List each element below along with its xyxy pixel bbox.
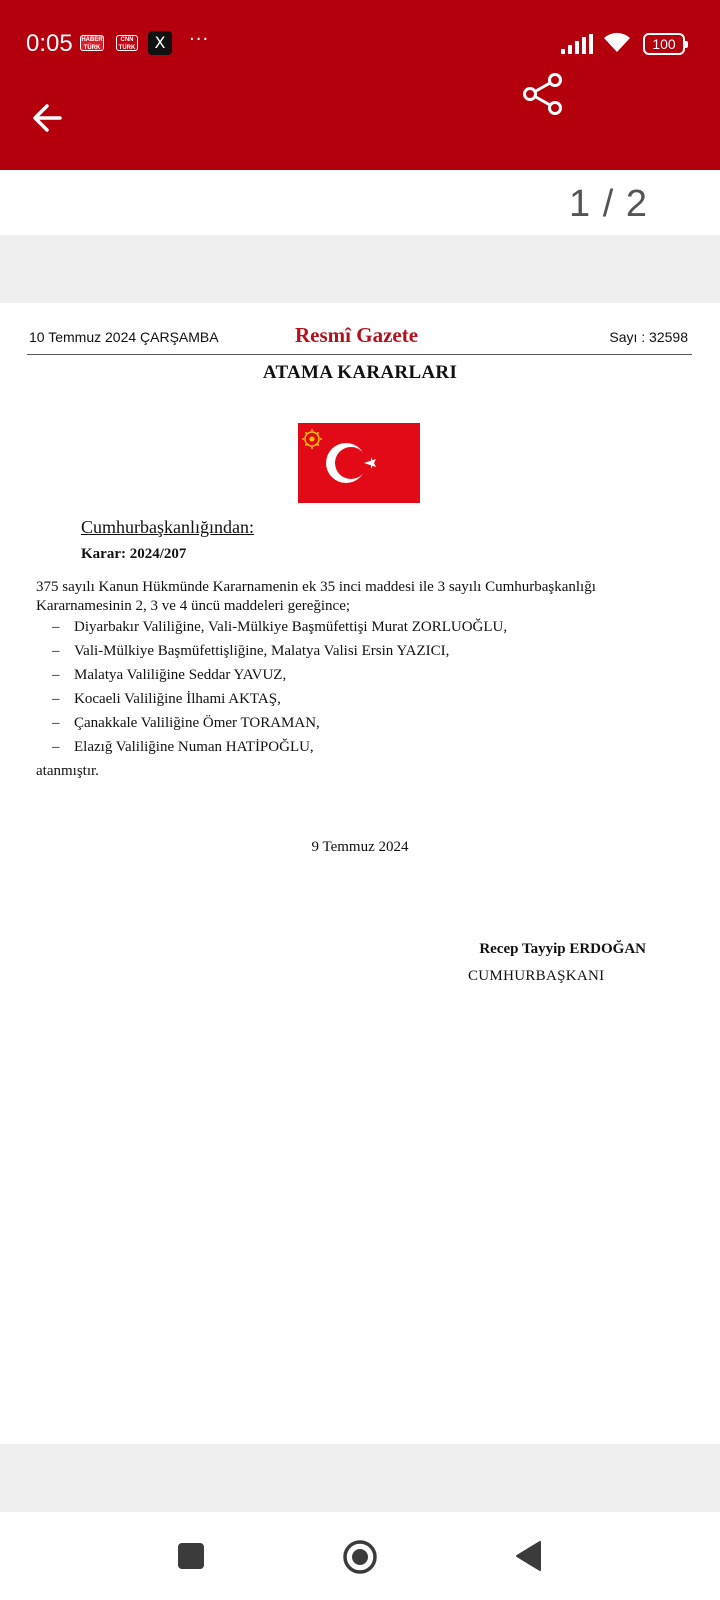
list-item bbox=[52, 615, 507, 639]
closing-text: atanmıştır. bbox=[36, 763, 99, 779]
page-counter: 1 / 2 bbox=[569, 183, 648, 225]
gazette-page bbox=[0, 303, 720, 1444]
home-icon[interactable] bbox=[342, 1539, 378, 1575]
appointment-text: Malatya Valiliğine Seddar YAVUZ, bbox=[74, 667, 287, 683]
haberturk-notification-icon: HABER TÜRK bbox=[81, 37, 103, 51]
appointment-list bbox=[52, 615, 507, 759]
signer-title: CUMHURBAŞKANI bbox=[468, 968, 605, 984]
cnnturk-notification-icon: CNN TÜRK bbox=[116, 35, 138, 51]
list-bullet: – bbox=[52, 667, 60, 683]
appointment-text: Elazığ Valiliğine Numan HATİPOĞLU, bbox=[74, 739, 314, 755]
appointment-text: Kocaeli Valiliğine İlhami AKTAŞ, bbox=[74, 691, 281, 707]
back-arrow-icon[interactable] bbox=[28, 98, 68, 138]
page-gap-top bbox=[0, 235, 720, 303]
decision-number: Karar: 2024/207 bbox=[81, 546, 187, 562]
list-item bbox=[52, 639, 507, 663]
presidential-flag-icon bbox=[298, 423, 420, 503]
appointment-text: Çanakkale Valiliğine Ömer TORAMAN, bbox=[74, 715, 320, 731]
nav-back-icon[interactable] bbox=[514, 1540, 542, 1572]
recent-apps-icon[interactable] bbox=[178, 1543, 204, 1569]
issue-number: Sayı : 32598 bbox=[609, 329, 688, 345]
appointment-text: Vali-Mülkiye Başmüfettişliğine, Malatya Valisi Ersin YAZICI, bbox=[74, 643, 450, 659]
page-gap-bottom bbox=[0, 1444, 720, 1512]
more-notifications-icon: ··· bbox=[189, 29, 210, 50]
signal-icon bbox=[561, 34, 593, 54]
publication-title: Resmî Gazete bbox=[295, 323, 419, 347]
list-item bbox=[52, 663, 507, 687]
status-time: 0:05 bbox=[26, 30, 73, 57]
list-item bbox=[52, 735, 507, 759]
issuing-authority: Cumhurbaşkanlığından: bbox=[81, 517, 254, 537]
wifi-icon bbox=[602, 30, 632, 54]
battery-indicator: 100 bbox=[643, 33, 685, 55]
list-bullet: – bbox=[52, 739, 60, 755]
decision-intro: 375 sayılı Kanun Hükmünde Kararnamenin ek 35 inci maddesi ile 3 sayılı Cumhurbaşkanlığı Kararnamesinin 2, 3 ve 4 üncü maddeleri gereğince; bbox=[36, 579, 596, 614]
list-bullet: – bbox=[52, 715, 60, 731]
list-bullet: – bbox=[52, 619, 60, 635]
x-notification-icon: X bbox=[148, 31, 172, 55]
list-item bbox=[52, 687, 507, 711]
document-title: ATAMA KARARLARI bbox=[262, 362, 458, 383]
list-bullet: – bbox=[52, 643, 60, 659]
system-navigation-bar bbox=[0, 1512, 720, 1600]
gazette-header bbox=[27, 323, 692, 355]
appointment-text: Diyarbakır Valiliğine, Vali-Mülkiye Başmüfettişi Murat ZORLUOĞLU, bbox=[74, 619, 508, 635]
signature-date: 9 Temmuz 2024 bbox=[311, 839, 409, 855]
list-bullet: – bbox=[52, 691, 60, 707]
list-item bbox=[52, 711, 507, 735]
app-header bbox=[0, 0, 720, 170]
signer-name: Recep Tayyip ERDOĞAN bbox=[479, 941, 646, 957]
share-icon[interactable] bbox=[522, 72, 566, 116]
issue-date: 10 Temmuz 2024 ÇARŞAMBA bbox=[29, 329, 219, 345]
